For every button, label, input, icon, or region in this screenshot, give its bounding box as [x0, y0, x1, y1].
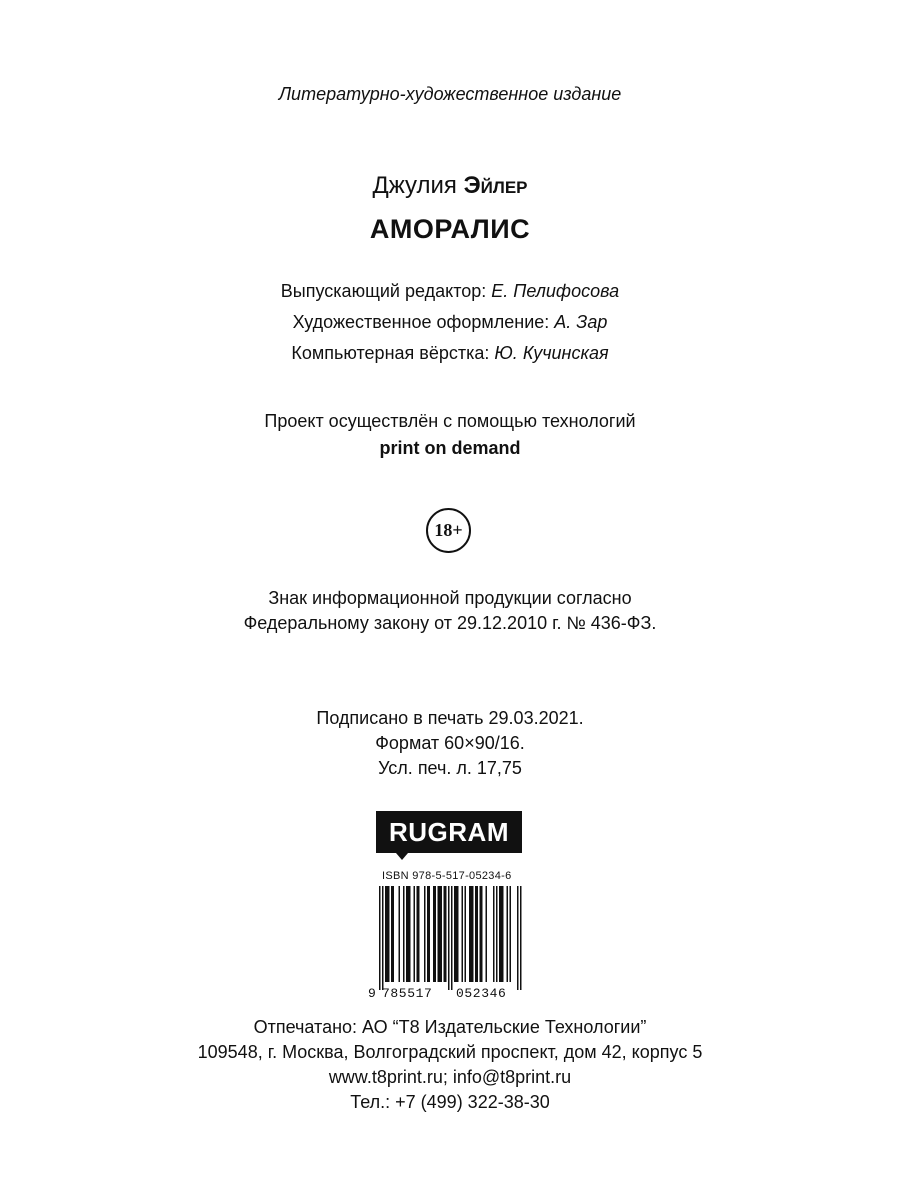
barcode-bar	[391, 886, 393, 982]
publisher-logo-tab	[396, 853, 408, 860]
barcode-bar	[435, 886, 437, 982]
barcode-bar	[451, 886, 453, 990]
print-sheets: Усл. печ. л. 17,75	[378, 758, 522, 778]
barcode-bar	[444, 886, 446, 982]
barcode-bar	[424, 886, 426, 982]
barcode-bar	[388, 886, 390, 982]
barcode-bar	[471, 886, 473, 982]
barcode-bar	[454, 886, 456, 982]
barcode-bar	[469, 886, 471, 982]
barcode-bar	[427, 886, 429, 982]
barcode-bar	[409, 886, 411, 982]
project-line: Проект осуществлён с помощью технологий	[264, 411, 636, 431]
barcode-bar	[399, 886, 401, 982]
barcode-bar	[382, 886, 384, 990]
info-sign-line: Знак информационной продукции согласно	[268, 588, 632, 608]
credit-person: Е. Пелифосова	[491, 281, 620, 301]
credit-line	[0, 338, 900, 369]
credit-line	[0, 307, 900, 338]
credit-role: Компьютерная вёрстка:	[291, 343, 490, 363]
printer-phone: Тел.: +7 (499) 322-38-30	[350, 1092, 550, 1112]
barcode-bar	[379, 886, 381, 990]
info-sign-note	[0, 586, 900, 636]
print-details	[0, 706, 900, 781]
barcode-bar	[414, 886, 416, 982]
book-title: АМОРАЛИС	[369, 214, 531, 244]
barcode-bar	[475, 886, 477, 982]
barcode-bar	[417, 886, 419, 982]
barcode-bar	[456, 886, 458, 982]
printer-web: www.t8print.ru; info@t8print.ru	[328, 1067, 572, 1087]
printer-address: 109548, г. Москва, Волгоградский проспект, дом 42, корпус 5	[197, 1042, 703, 1062]
barcode-bar	[486, 886, 488, 982]
author-surname: Эйлер	[463, 172, 528, 199]
signed-date: Подписано в печать 29.03.2021.	[316, 708, 584, 728]
publisher-logo: RUGRAM	[376, 811, 522, 853]
barcode-bar	[433, 886, 435, 982]
print-format: Формат 60×90/16.	[375, 733, 525, 753]
barcode-bar	[439, 886, 441, 982]
age-rating-badge: 18+	[426, 508, 471, 553]
project-note	[0, 408, 900, 462]
barcode-bar	[502, 886, 504, 982]
barcode-bar	[472, 886, 474, 982]
ean-right-group: 052346	[456, 986, 507, 1001]
barcode-bar	[408, 886, 410, 982]
barcode-bar	[403, 886, 405, 982]
barcode-bar	[385, 886, 387, 982]
isbn-barcode	[368, 866, 532, 1006]
barcode-bar	[445, 886, 447, 982]
barcode-bar	[477, 886, 479, 982]
barcode-bar	[462, 886, 464, 982]
barcode-bar	[517, 886, 519, 990]
barcode-bar	[510, 886, 512, 982]
printer-name: Отпечатано: АО “Т8 Издательские Технологии”	[253, 1017, 647, 1037]
barcode-bar	[448, 886, 450, 990]
isbn-label: ISBN 978-5-517-05234-6	[382, 870, 512, 882]
credit-role: Выпускающий редактор:	[280, 281, 487, 301]
barcode-bar	[438, 886, 440, 982]
barcode-bar	[520, 886, 522, 990]
barcode-bar	[457, 886, 459, 982]
barcode-bar	[441, 886, 443, 982]
barcode-bar	[493, 886, 495, 982]
barcode-bar	[507, 886, 509, 982]
barcode-bar	[481, 886, 483, 982]
ean-left-group: 785517	[382, 986, 433, 1001]
barcode-bar	[387, 886, 389, 982]
barcode-bar	[393, 886, 395, 982]
printer-info	[0, 1015, 900, 1115]
project-technology: print on demand	[379, 438, 521, 458]
author-name	[0, 172, 900, 200]
credit-role: Художественное оформление:	[292, 312, 550, 332]
barcode-bar	[480, 886, 482, 982]
credit-line	[0, 276, 900, 307]
genre-line: Литературно-художественное издание	[278, 84, 622, 104]
info-sign-line: Федеральному закону от 29.12.2010 г. № 436-ФЗ.	[243, 613, 657, 633]
credit-person: Ю. Кучинская	[494, 343, 609, 363]
barcode-bar	[418, 886, 420, 982]
credits-block	[0, 276, 900, 369]
credit-person: А. Зар	[554, 312, 608, 332]
ean-first-digit: 9	[368, 986, 376, 1001]
barcode-bar	[465, 886, 467, 982]
barcode-bar	[429, 886, 431, 982]
barcode-bars	[368, 886, 532, 990]
barcode-bar	[406, 886, 408, 982]
author-first-name: Джулия	[372, 172, 457, 199]
barcode-bar	[499, 886, 501, 982]
barcode-bar	[496, 886, 498, 982]
barcode-bar	[501, 886, 503, 982]
